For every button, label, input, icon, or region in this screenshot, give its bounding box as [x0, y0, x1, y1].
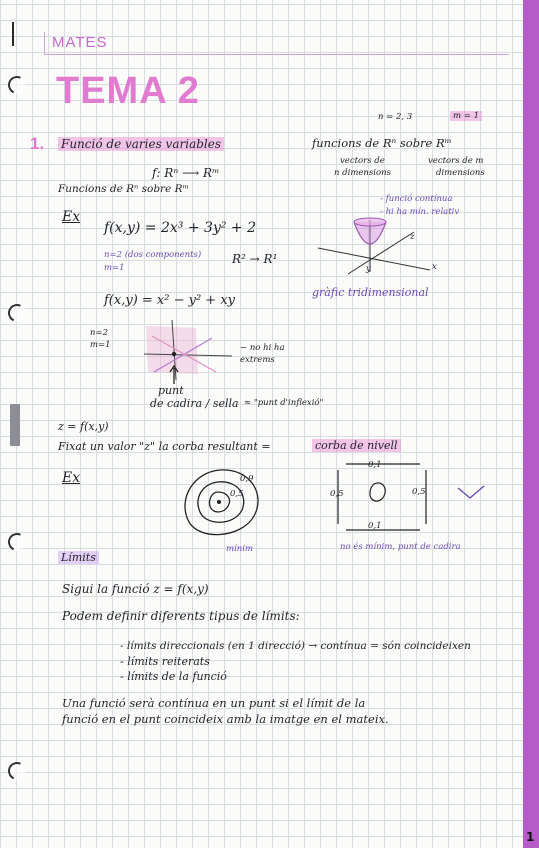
n-label: n = 2, 3: [378, 112, 413, 122]
saddle-sketch: [136, 316, 236, 386]
vectors-m-1: vectors de m: [428, 156, 484, 166]
m-label: m = 1: [450, 111, 482, 121]
section-heading: Funció de varies variables: [58, 137, 224, 151]
header-rule: [44, 54, 509, 55]
map-notation: f: Rⁿ ⟶ Rᵐ: [152, 166, 220, 180]
continuity-para-2: funció en el punt coincideix amb la imatge en el mateix.: [62, 712, 389, 726]
example-label-2: Ex: [62, 470, 81, 486]
header-divider: [44, 32, 45, 54]
margin-stroke: [12, 22, 14, 46]
limits-line-1: Sigui la funció z = f(x,y): [62, 582, 209, 596]
level-sentence: Fixat un valor "z" la corba resultant =: [58, 440, 271, 453]
vectors-n-1: vectors de: [340, 156, 385, 166]
box-label-bottom: 0,1: [368, 521, 382, 531]
limits-item-1: - límits direccionals (en 1 direcció) → contínua = són coincideixen: [120, 640, 471, 652]
level-curves-minimum: [180, 464, 270, 544]
f1-mapping: R² → R¹: [232, 252, 278, 266]
continuity-para-1: Una funció serà contínua en un punt si el límit de la: [62, 696, 366, 710]
level-curves-saddle: [328, 458, 438, 538]
saddle-label-1: punt: [158, 384, 184, 397]
limits-heading: Límits: [58, 551, 99, 564]
axis-z-label: z: [410, 232, 415, 242]
check-icon: [456, 484, 486, 500]
function-1: f(x,y) = 2x³ + 3y² + 2: [104, 220, 257, 236]
notebook-tab: [10, 404, 20, 446]
limits-line-2: Podem definir diferents tipus de límits:: [62, 609, 300, 623]
subject-label: MATES: [52, 34, 108, 51]
no-extremes-note: − no hi ha extrems: [240, 343, 285, 365]
minimum-caption: mínim: [226, 544, 254, 554]
box-label-right: 0,5: [412, 487, 426, 497]
level-curve-highlight: corba de nivell: [312, 439, 401, 452]
saddle-label-2: de cadira / sella: [150, 397, 239, 410]
binder-hole: [5, 759, 28, 782]
z-equation: z = f(x,y): [58, 420, 109, 433]
limits-item-2: - límits reiterats: [120, 655, 210, 668]
level-label-09: 0,9: [240, 474, 254, 484]
inflection-note: ≈ "punt d'inflexió": [244, 398, 324, 408]
functions-line: Funcions de Rⁿ sobre Rᵐ: [58, 183, 189, 195]
binder-hole: [5, 301, 28, 324]
box-label-top: 0,1: [368, 460, 382, 470]
axis-x-label: x: [432, 262, 437, 272]
f2-note-m: m=1: [90, 340, 111, 350]
saddle-caption: no és mínim, punt de cadira: [340, 542, 461, 552]
paraboloid-sketch: [318, 212, 438, 282]
graph-caption: gràfic tridimensional: [312, 286, 429, 299]
f1-note-n: n=2 (dos components): [104, 250, 202, 260]
vectors-n-2: n dimensions: [334, 168, 391, 178]
binder-hole: [5, 73, 28, 96]
f2-note-n: n=2: [90, 328, 109, 338]
side-color-bar: [523, 0, 539, 848]
minimum-note: - hi ha mín. relativ: [380, 207, 460, 217]
funcions-heading: funcions de Rⁿ sobre Rᵐ: [312, 136, 452, 150]
page-title: TEMA 2: [56, 70, 200, 112]
example-label: Ex: [62, 209, 81, 225]
axis-y-label: y: [366, 264, 371, 274]
page-number: 1: [526, 830, 535, 844]
continuity-note: - funció contínua: [380, 194, 453, 204]
level-label-05: 0,5: [230, 489, 244, 499]
box-label-left: 0,5: [330, 489, 344, 499]
section-number: 1.: [30, 134, 45, 153]
limits-item-3: - límits de la funció: [120, 670, 227, 683]
binder-hole: [5, 530, 28, 553]
function-2: f(x,y) = x² − y² + xy: [104, 293, 236, 308]
f1-note-m: m=1: [104, 263, 125, 273]
vectors-m-2: dimensions: [436, 168, 485, 178]
